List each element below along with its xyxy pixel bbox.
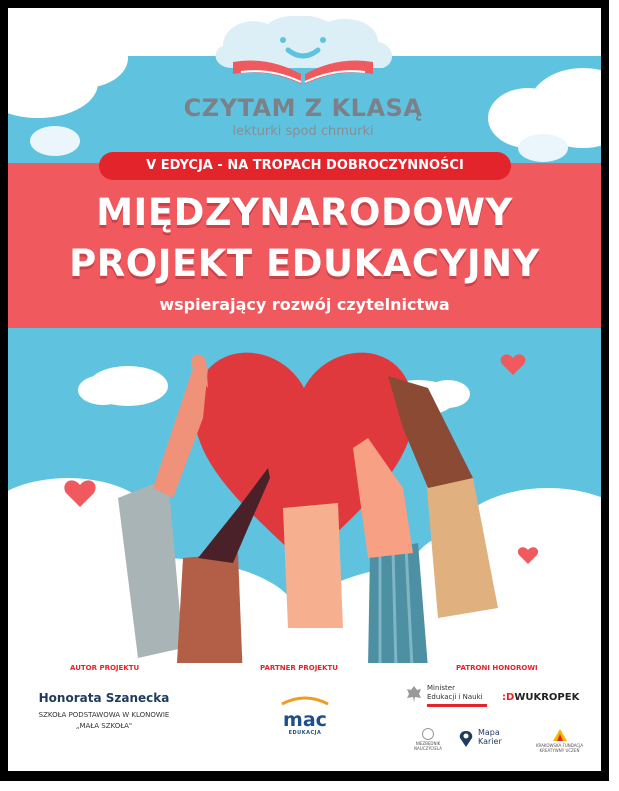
logo-title: CZYTAM Z KLASĄ <box>183 94 423 122</box>
cloud-small-right <box>518 134 568 162</box>
niezbednik-icon <box>422 728 434 740</box>
author-org-line-1: SZKOŁA PODSTAWOWA W KLONOWIE <box>38 711 170 719</box>
author-org <box>24 710 184 732</box>
partner-name: mac <box>283 709 327 731</box>
partner-logo <box>270 691 340 736</box>
edition-badge: V EDYCJA - NA TROPACH DOBROCZYNNOŚCI <box>99 152 511 180</box>
patron-mapa-line-1: Mapa <box>478 728 500 737</box>
headline-line-1: MIĘDZYNARODOWY <box>96 191 513 234</box>
hands-heart-illustration <box>8 328 601 680</box>
patron-niezbednik-line-1: NIEZBĘDNIK <box>415 741 441 746</box>
author-org-line-2: „MAŁA SZKOŁA" <box>75 722 133 730</box>
patron-minister-line-2: Edukacji i Nauki <box>427 693 483 701</box>
patron-krakowska-fundacja <box>532 728 587 753</box>
patron-krakow-line-1: KRAKOWSKA FUNDACJA <box>535 743 584 748</box>
patron-niezbednik-line-2: NAUCZYCIELA <box>414 746 442 751</box>
patrons-label: PATRONI HONOROWI <box>456 664 538 672</box>
project-logo <box>183 16 423 141</box>
poster <box>8 8 601 771</box>
patron-minister <box>407 684 513 707</box>
patron-mapa-karier <box>458 728 518 746</box>
headline-line-2: PROJEKT EDUKACYJNY <box>69 242 540 285</box>
author-label: AUTOR PROJEKTU <box>70 664 140 672</box>
mac-swoosh-icon <box>280 696 330 706</box>
patron-mapa-line-2: Karier <box>478 737 502 746</box>
wukropek-drop-icon: :D <box>502 692 515 703</box>
partner-label: PARTNER PROJEKTU <box>260 664 338 672</box>
patron-niezbednik <box>408 728 448 751</box>
author-name: Honorata Szanecka <box>38 691 170 705</box>
cloud-top-left-2 <box>38 28 128 88</box>
logo-subtitle: lekturki spod chmurki <box>232 124 374 139</box>
logo-book-cloud-icon <box>183 16 423 96</box>
patron-wukropek-text: WUKROPEK <box>514 692 580 703</box>
tagline: wspierający rozwój czytelnictwa <box>159 295 450 314</box>
patron-wukropek <box>502 692 579 703</box>
krakow-fundacja-icon <box>552 728 568 742</box>
mapa-pin-icon <box>458 730 474 748</box>
patron-krakow-line-2: KREATYWNY UCZEŃ <box>539 748 580 753</box>
cloud-small-left <box>30 126 80 156</box>
partner-sub: EDUKACJA <box>288 730 322 736</box>
patron-minister-line-1: Minister <box>427 684 455 692</box>
